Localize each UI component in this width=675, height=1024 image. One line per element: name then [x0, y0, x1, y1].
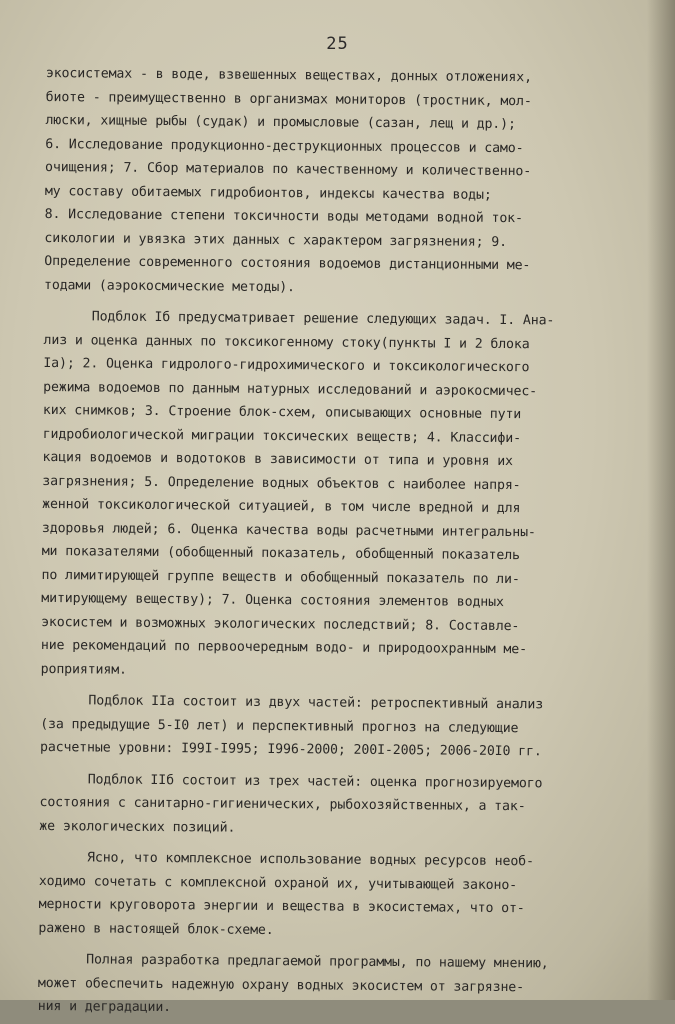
text-line: 8. Исследование степени токсичности воды методами водной ток-	[44, 206, 523, 227]
page-edge-shadow	[647, 0, 675, 1000]
text-line: Iа); 2. Оценка гидролого-гидрохимического и токсикологического	[43, 355, 530, 376]
text-line: люски, хищные рыбы (судак) и промысловые (сазан, лещ и др.);	[45, 112, 516, 133]
text-line: ние рекомендаций по первоочередным водо- и природоохранным ме-	[40, 637, 528, 658]
text-line: роприятиям.	[40, 661, 128, 678]
text-line: Полная разработка предлагаемой программы, по нашему мнению,	[86, 952, 549, 972]
text-line: загрязнения; 5. Определение водных объектов с наиболее напря-	[42, 473, 521, 493]
text-line: расчетные уровни: I99I-I995; I996-2000; 200I-2005; 2006-20I0 гг.	[39, 739, 542, 760]
text-line: экосистем и возможных экологических последствий; 8. Составле-	[41, 614, 520, 634]
text-line: же экологических позиций.	[39, 818, 236, 836]
text-line: 6. Исследование продукционно-деструкционных процессов и само-	[45, 136, 524, 156]
text-line: лиз и оценка данных по токсикогенному стоку(пункты I и 2 блока	[43, 332, 530, 352]
text-line: может обеспечить надежную охрану водных экосистем от загрязне-	[37, 975, 525, 995]
body-text	[38, 62, 646, 1024]
text-line: очищения; 7. Сбор материалов по качественному и количественно-	[45, 159, 532, 180]
text-line: ходимо сочетать с комплексной охраной их, учитывающей законо-	[38, 873, 518, 893]
text-line: Подблок IIб состоит из трех частей: оценка прогнозируемого	[87, 771, 543, 791]
text-line: (за предыдущие 5-I0 лет) и перспективный прогноз на следующие	[40, 716, 519, 736]
text-line: экосистемах - в воде, взвешенных веществах, донных отложениях,	[45, 65, 533, 86]
text-line: биоте - преимущественно в организмах мониторов (тростник, мол-	[45, 89, 532, 109]
text-line: тодами (аэрокосмические методы).	[43, 277, 295, 295]
text-line: Ясно, что комплексное использование водных ресурсов необ-	[86, 850, 534, 870]
text-line: Подблок IIа состоит из двух частей: ретроспективный анализ	[88, 693, 544, 713]
text-line: по лимитирующей группе веществ и обобщенный показатель по ли-	[41, 567, 520, 587]
text-line: ния и деградации.	[37, 998, 172, 1016]
text-line: здоровья людей; 6. Оценка качества воды расчетными интегральны-	[41, 520, 536, 540]
text-line: состояния с санитарно-гигиенических, рыбохозяйственных, а так-	[39, 794, 526, 815]
text-line: ми показателями (обобщенный показатель, обобщенный показатель	[41, 543, 520, 564]
text-line: Определение современного состояния водоемов дистанционными ме-	[44, 253, 531, 274]
text-line: режима водоемов по данным натурных исследований и аэрокосмичес-	[43, 379, 538, 399]
page-number: 25	[326, 34, 349, 54]
text-line: ражено в настоящей блок-схеме.	[38, 920, 274, 938]
text-line: му составу обитаемых гидробионтов, индексы качества воды;	[44, 183, 492, 203]
text-line: сикологии и увязка этих данных с характером загрязнения; 9.	[44, 230, 508, 250]
text-line: гидробиологической миграции токсических веществ; 4. Классифи-	[42, 426, 522, 446]
text-line: женной токсикологической ситуацией, в том числе вредной и для	[42, 496, 521, 517]
text-line: митирующему веществу); 7. Оценка состояния элементов водных	[41, 590, 504, 611]
text-line: Подблок Iб предусматривает решение следующих задач. I. Ана-	[91, 309, 555, 329]
text-line: ких снимков; 3. Строение блок-схем, описывающих основные пути	[42, 402, 522, 423]
text-line: кация водоемов и водотоков в зависимости от типа и уровня их	[42, 449, 513, 470]
text-line: мерности круговорота энергии и вещества в экосистемах, что от-	[38, 896, 525, 917]
